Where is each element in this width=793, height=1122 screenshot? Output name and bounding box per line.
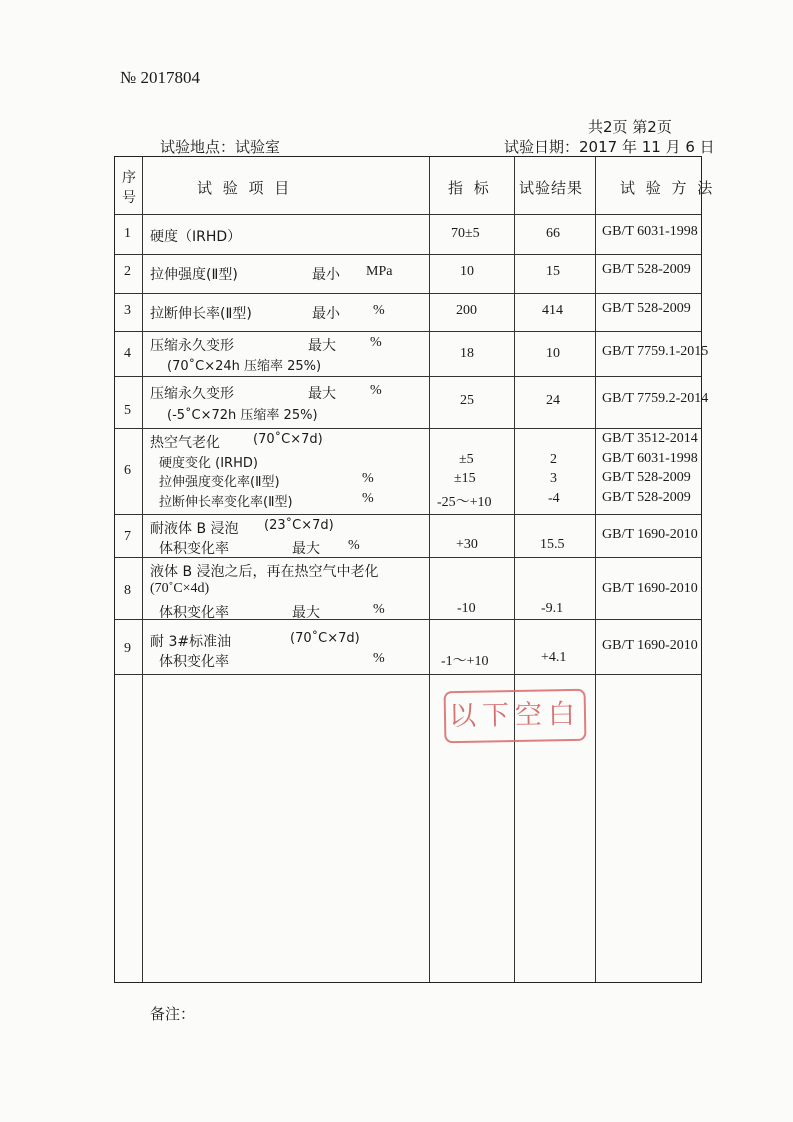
row-index: -25～+10 — [437, 495, 492, 510]
row-index: ±15 — [454, 471, 476, 486]
row-method: GB/T 1690-2010 — [602, 527, 698, 542]
row-item-condition: (70˚C×7d) — [290, 631, 360, 646]
row-item: 压缩永久变形 — [150, 386, 234, 402]
row-item-condition: (23˚C×7d) — [264, 518, 334, 533]
row-item-limit: 最小 — [312, 267, 340, 283]
row-subitem-1: 硬度变化 (IRHD) — [159, 456, 258, 471]
row-index: -10 — [457, 601, 476, 616]
row-no: 3 — [124, 303, 131, 318]
row-no: 1 — [124, 226, 131, 241]
row-item: 耐液体 B 浸泡 — [150, 521, 239, 537]
row-item: 压缩永久变形 — [150, 338, 234, 354]
row-index: 25 — [460, 393, 474, 408]
row-item-limit: 最大 — [308, 386, 336, 402]
row-index: -1～+10 — [441, 654, 489, 669]
row-no: 8 — [124, 583, 131, 598]
row-item-unit: % — [373, 303, 385, 318]
row-index: +30 — [456, 537, 478, 552]
row-result: 414 — [542, 303, 563, 318]
row-subitem-2-unit: % — [362, 471, 374, 486]
row-subitem-3-unit: % — [362, 491, 374, 506]
row-item-limit: 最小 — [312, 306, 340, 322]
row-item-unit: % — [373, 602, 385, 617]
row-index: 18 — [460, 346, 474, 361]
row-item-limit: 最大 — [292, 605, 320, 621]
header-no-line2: 号 — [122, 190, 136, 206]
row-result: 10 — [546, 346, 560, 361]
row-result: 2 — [550, 452, 557, 467]
results-table — [114, 156, 716, 983]
row-index: ±5 — [459, 452, 474, 467]
row-method: GB/T 528-2009 — [602, 301, 691, 316]
row-method: GB/T 1690-2010 — [602, 581, 698, 596]
row-no: 5 — [124, 403, 131, 418]
row-result: -4 — [548, 491, 560, 506]
row-method: GB/T 6031-1998 — [602, 451, 698, 466]
row-item-condition: (70˚C×24h 压缩率 25%) — [167, 359, 322, 374]
header-item: 试 验 项 目 — [197, 179, 293, 197]
row-index: 10 — [460, 264, 474, 279]
page-info: 共2页 第2页 — [588, 118, 672, 136]
row-subitem-3: 拉断伸长率变化率(Ⅱ型) — [159, 495, 293, 510]
remark-label: 备注： — [150, 1005, 196, 1023]
row-item-unit: % — [370, 383, 382, 398]
row-no: 2 — [124, 264, 131, 279]
row-index: 200 — [456, 303, 477, 318]
row-method: GB/T 528-2009 — [602, 490, 691, 505]
header-result: 试验结果 — [519, 179, 584, 197]
row-item: 热空气老化 — [150, 435, 220, 451]
row-no: 9 — [124, 641, 131, 656]
row-item-condition: (70˚C×4d) — [150, 581, 210, 596]
row-index: 70±5 — [451, 226, 480, 241]
row-item: 硬度（IRHD） — [150, 229, 242, 245]
row-result: 3 — [550, 471, 557, 486]
row-item-unit: % — [370, 335, 382, 350]
header-index: 指 标 — [448, 179, 492, 197]
row-subitem: 体积变化率 — [159, 654, 229, 670]
blank-below-stamp: 以下空白 — [444, 689, 587, 743]
row-result: 24 — [546, 393, 560, 408]
row-item: 拉伸强度(Ⅱ型) — [150, 267, 238, 283]
row-item: 液体 B 浸泡之后，再在热空气中老化 — [150, 564, 379, 580]
row-method: GB/T 528-2009 — [602, 470, 691, 485]
row-subitem: 体积变化率 — [159, 605, 229, 621]
row-subitem: 体积变化率 — [159, 541, 229, 557]
row-item-limit: 最大 — [308, 338, 336, 354]
row-method: GB/T 6031-1998 — [602, 224, 698, 239]
row-no: 6 — [124, 463, 131, 478]
row-result: 66 — [546, 226, 560, 241]
row-subitem-2: 拉伸强度变化率(Ⅱ型) — [159, 475, 280, 490]
row-item-condition: (-5˚C×72h 压缩率 25%) — [167, 408, 318, 423]
header-method: 试 验 方 法 — [620, 179, 716, 197]
row-result: +4.1 — [541, 650, 567, 665]
row-item: 拉断伸长率(Ⅱ型) — [150, 306, 252, 322]
row-method: GB/T 7759.1-2015 — [602, 344, 709, 359]
row-method: GB/T 1690-2010 — [602, 638, 698, 653]
row-result: -9.1 — [541, 601, 564, 616]
row-result: 15.5 — [540, 537, 565, 552]
row-method: GB/T 528-2009 — [602, 262, 691, 277]
row-item: 耐 3#标准油 — [150, 634, 232, 650]
test-date: 试验日期：2017 年 11 月 6 日 — [504, 138, 715, 156]
row-no: 4 — [124, 346, 131, 361]
row-item-unit: % — [373, 651, 385, 666]
row-no: 7 — [124, 529, 131, 544]
test-location: 试验地点：试验室 — [160, 138, 281, 156]
row-item-limit: 最大 — [292, 541, 320, 557]
row-method: GB/T 3512-2014 — [602, 431, 698, 446]
row-item-condition: (70˚C×7d) — [253, 432, 323, 447]
row-method: GB/T 7759.2-2014 — [602, 391, 709, 406]
row-result: 15 — [546, 264, 560, 279]
document-number: № 2017804 — [120, 68, 200, 87]
header-no-line1: 序 — [122, 170, 136, 186]
row-item-unit: % — [348, 538, 360, 553]
row-item-unit: MPa — [366, 264, 393, 279]
